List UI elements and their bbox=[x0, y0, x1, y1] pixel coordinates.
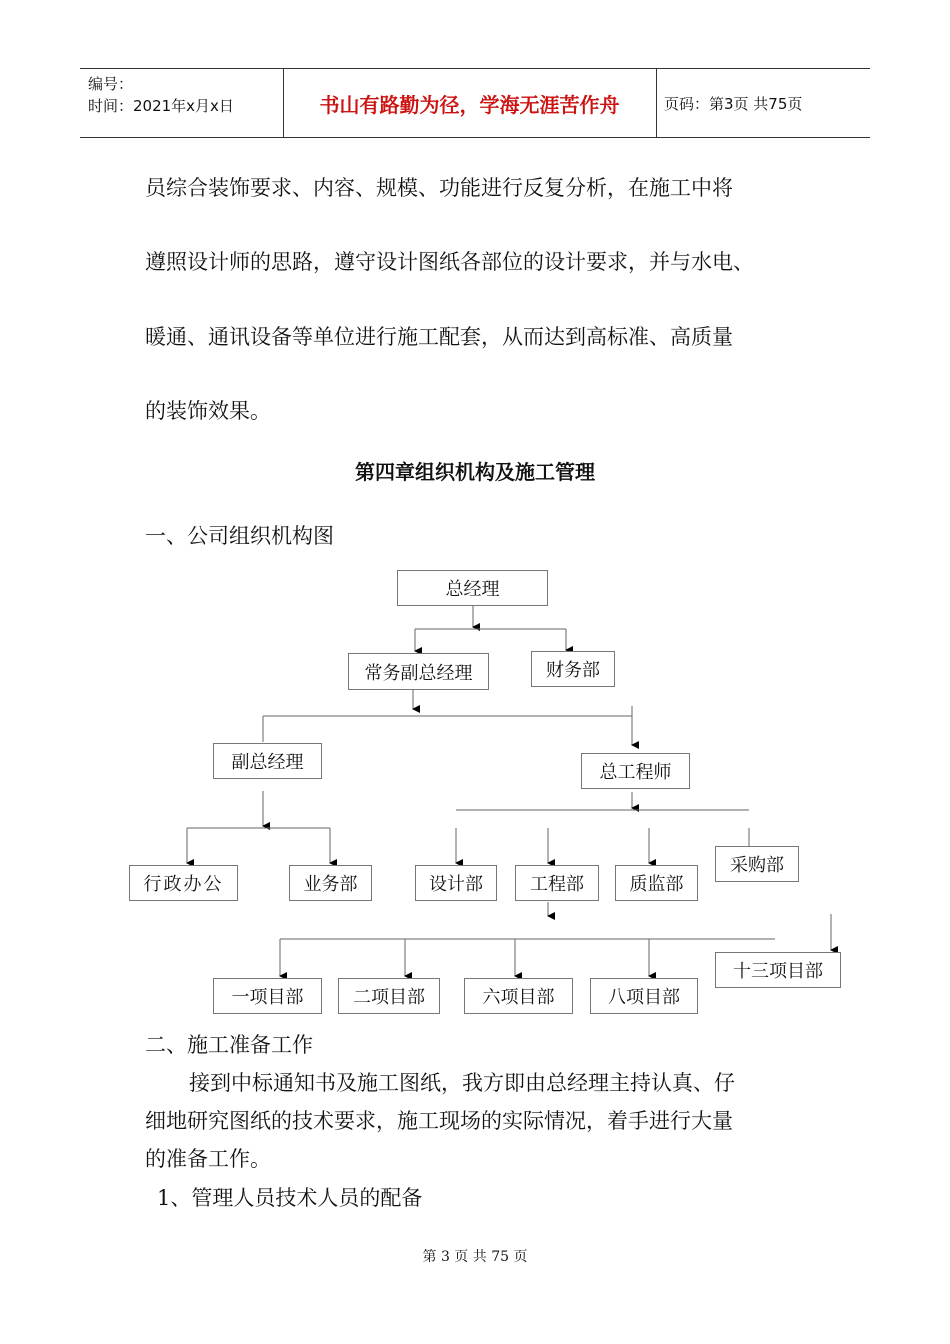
org-box-project-1: 一项目部 bbox=[213, 978, 322, 1014]
org-box-engineering: 工程部 bbox=[515, 865, 599, 901]
org-box-business: 业务部 bbox=[289, 865, 372, 901]
org-box-vice-gm: 副总经理 bbox=[213, 743, 322, 779]
body-line: 遵照设计师的思路，遵守设计图纸各部位的设计要求，并与水电、 bbox=[145, 250, 754, 274]
org-box-design: 设计部 bbox=[415, 865, 497, 901]
org-box-admin-office: 行政办公 bbox=[129, 865, 238, 901]
org-box-project-2: 二项目部 bbox=[338, 978, 440, 1014]
list-item: 1、管理人员技术人员的配备 bbox=[157, 1186, 423, 1210]
org-box-executive-vp: 常务副总经理 bbox=[348, 653, 489, 690]
body-line: 的准备工作。 bbox=[145, 1147, 271, 1171]
body-line: 暖通、通讯设备等单位进行施工配套，从而达到高标准、高质量 bbox=[145, 325, 733, 349]
org-box-chief-engineer: 总工程师 bbox=[581, 753, 690, 789]
org-box-finance: 财务部 bbox=[531, 651, 615, 687]
header-time: 时间：2021年x月x日 bbox=[88, 97, 234, 115]
org-box-project-13: 十三项目部 bbox=[715, 952, 841, 988]
body-line: 员综合装饰要求、内容、规模、功能进行反复分析，在施工中将 bbox=[145, 176, 733, 200]
header-motto: 书山有路勤为径，学海无涯苦作舟 bbox=[319, 92, 620, 117]
body-line: 的装饰效果。 bbox=[145, 399, 271, 423]
body-line: 细地研究图纸的技术要求，施工现场的实际情况，着手进行大量 bbox=[145, 1109, 733, 1133]
chapter-title: 第四章组织机构及施工管理 bbox=[355, 460, 595, 484]
body-line: 接到中标通知书及施工图纸，我方即由总经理主持认真、仔 bbox=[189, 1071, 735, 1095]
org-box-project-8: 八项目部 bbox=[590, 978, 698, 1014]
org-box-general-manager: 总经理 bbox=[397, 570, 548, 606]
org-box-project-6: 六项目部 bbox=[464, 978, 573, 1014]
page-footer: 第 3 页 共 75 页 bbox=[422, 1249, 528, 1265]
header-page-info: 页码：第3页 共75页 bbox=[664, 94, 803, 113]
org-box-quality: 质监部 bbox=[615, 865, 698, 901]
section-heading: 一、公司组织机构图 bbox=[145, 524, 334, 548]
header-number: 编号： bbox=[88, 75, 134, 93]
section-heading: 二、施工准备工作 bbox=[145, 1033, 313, 1057]
org-box-purchasing: 采购部 bbox=[715, 846, 799, 882]
